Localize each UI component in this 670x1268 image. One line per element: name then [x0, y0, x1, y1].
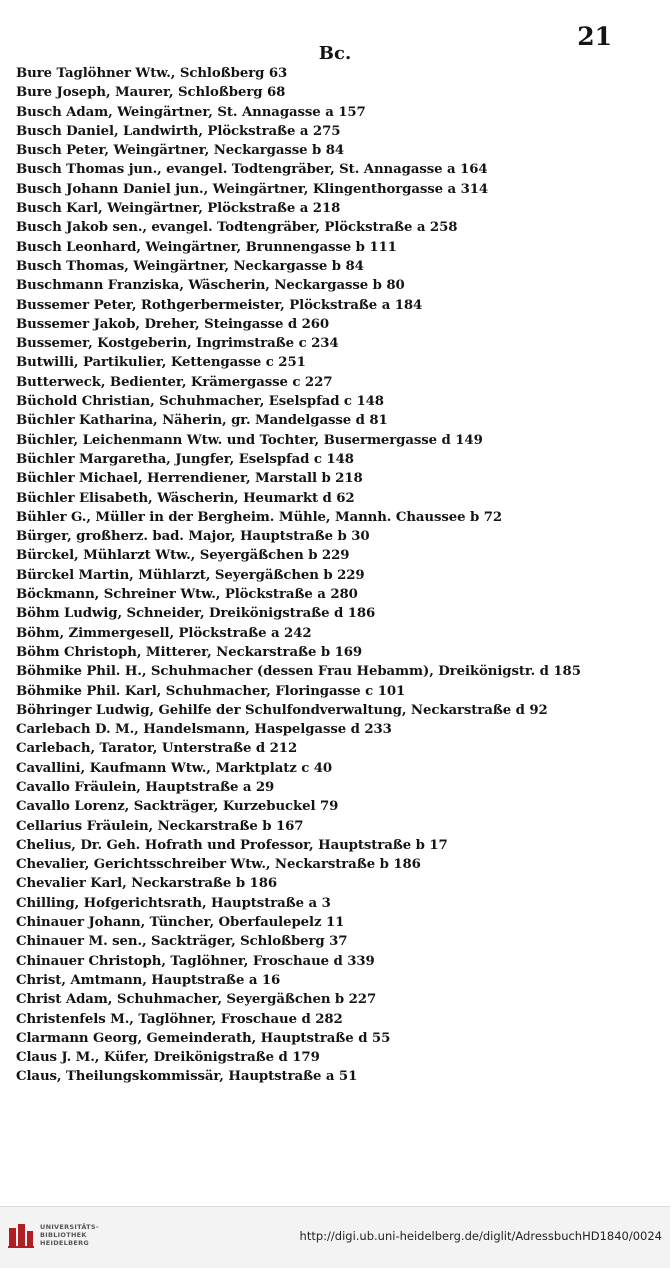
directory-entry: Büchler, Leichenmann Wtw. und Tochter, Busermergasse d 149	[16, 432, 483, 448]
directory-entry: Busch Daniel, Landwirth, Plöckstraße a 275	[16, 123, 341, 139]
directory-entry: Butwilli, Partikulier, Kettengasse c 251	[16, 355, 306, 371]
directory-entry: Bürckel Martin, Mühlarzt, Seyergäßchen b 229	[16, 567, 365, 583]
directory-entry: Busch Peter, Weingärtner, Neckargasse b 84	[16, 143, 345, 159]
directory-entry: Chilling, Hofgerichtsrath, Hauptstraße a 3	[16, 895, 331, 911]
directory-entry: Butterweck, Bedienter, Krämergasse c 227	[16, 374, 333, 390]
directory-entry: Busch Karl, Weingärtner, Plöckstraße a 218	[16, 201, 341, 217]
directory-entry: Christenfels M., Taglöhner, Froschaue d 282	[16, 1011, 343, 1027]
directory-entry: Chinauer Christoph, Taglöhner, Froschaue d 339	[16, 953, 375, 969]
directory-entry: Carlebach, Tarator, Unterstraße d 212	[16, 741, 298, 757]
directory-entries	[16, 64, 661, 1087]
directory-entry: Carlebach D. M., Handelsmann, Haspelgasse d 233	[16, 722, 392, 738]
directory-entry: Bussemer Peter, Rothgerbermeister, Plöckstraße a 184	[16, 297, 423, 313]
directory-entry: Cellarius Fräulein, Neckarstraße b 167	[16, 818, 304, 834]
library-logo-text	[40, 1223, 99, 1247]
directory-entry: Böhm Christoph, Mitterer, Neckarstraße b 169	[16, 644, 363, 660]
directory-entry: Buschmann Franziska, Wäscherin, Neckargasse b 80	[16, 278, 405, 294]
directory-entry: Böhmike Phil. H., Schuhmacher (dessen Frau Hebamm), Dreikönigstr. d 185	[16, 664, 581, 680]
directory-entry: Christ, Amtmann, Hauptstraße a 16	[16, 972, 281, 988]
library-logo-icon	[8, 1222, 34, 1248]
directory-entry: Busch Thomas, Weingärtner, Neckargasse b 84	[16, 258, 364, 274]
directory-entry: Böckmann, Schreiner Wtw., Plöckstraße a 280	[16, 587, 358, 603]
section-header: Bc.	[318, 43, 352, 64]
directory-entry: Bürger, großherz. bad. Major, Hauptstraße b 30	[16, 529, 370, 545]
directory-entry: Chelius, Dr. Geh. Hofrath und Professor, Hauptstraße b 17	[16, 837, 448, 853]
directory-entry: Cavallini, Kaufmann Wtw., Marktplatz c 40	[16, 760, 333, 776]
directory-entry: Böhmike Phil. Karl, Schuhmacher, Floringasse c 101	[16, 683, 406, 699]
directory-entry: Cavallo Fräulein, Hauptstraße a 29	[16, 779, 275, 795]
source-url-link[interactable]: http://digi.ub.uni-heidelberg.de/diglit/AdressbuchHD1840/0024	[299, 1229, 662, 1243]
directory-entry: Claus, Theilungskommissär, Hauptstraße a 51	[16, 1069, 358, 1085]
directory-entry: Bussemer, Kostgeberin, Ingrimstraße c 234	[16, 336, 339, 352]
directory-entry: Busch Thomas jun., evangel. Todtengräber, St. Annagasse a 164	[16, 162, 488, 178]
directory-entry: Chinauer Johann, Tüncher, Oberfaulepelz 11	[16, 915, 345, 931]
directory-entry: Bühler G., Müller in der Bergheim. Mühle, Mannh. Chaussee b 72	[16, 509, 503, 525]
directory-entry: Büchold Christian, Schuhmacher, Eselspfad c 148	[16, 394, 384, 410]
directory-entry: Bure Taglöhner Wtw., Schloßberg 63	[16, 66, 288, 81]
footer-bar	[0, 1206, 670, 1268]
directory-entry: Christ Adam, Schuhmacher, Seyergäßchen b 227	[16, 992, 377, 1008]
directory-entry: Bürckel, Mühlarzt Wtw., Seyergäßchen b 229	[16, 548, 350, 564]
directory-entry: Clarmann Georg, Gemeinderath, Hauptstraße d 55	[16, 1030, 391, 1046]
directory-entry: Büchler Katharina, Näherin, gr. Mandelgasse d 81	[16, 413, 388, 429]
directory-entry: Büchler Margaretha, Jungfer, Eselspfad c 148	[16, 451, 354, 467]
logo-line-3: HEIDELBERG	[40, 1239, 90, 1247]
directory-entry: Böhm Ludwig, Schneider, Dreikönigstraße d 186	[16, 606, 376, 622]
directory-entry: Cavallo Lorenz, Sackträger, Kurzebuckel 79	[16, 799, 339, 815]
directory-entry: Busch Leonhard, Weingärtner, Brunnengasse b 111	[16, 239, 397, 255]
directory-entry: Bure Joseph, Maurer, Schloßberg 68	[16, 85, 286, 101]
directory-entry: Chinauer M. sen., Sackträger, Schloßberg 37	[16, 934, 348, 950]
logo-line-1: UNIVERSITÄTS-	[40, 1223, 99, 1231]
directory-entry: Böhringer Ludwig, Gehilfe der Schulfondverwaltung, Neckarstraße d 92	[16, 702, 548, 718]
directory-entry: Busch Adam, Weingärtner, St. Annagasse a 157	[16, 104, 366, 120]
directory-entry: Büchler Michael, Herrendiener, Marstall b 218	[16, 471, 363, 487]
logo-line-2: BIBLIOTHEK	[40, 1231, 87, 1239]
page-number: 21	[577, 22, 612, 51]
directory-entry: Chevalier, Gerichtsschreiber Wtw., Neckarstraße b 186	[16, 857, 421, 873]
directory-entry: Chevalier Karl, Neckarstraße b 186	[16, 876, 278, 892]
directory-entry: Böhm, Zimmergesell, Plöckstraße a 242	[16, 625, 312, 641]
directory-entry: Claus J. M., Küfer, Dreikönigstraße d 179	[16, 1050, 320, 1066]
directory-entry: Bussemer Jakob, Dreher, Steingasse d 260	[16, 316, 330, 332]
library-logo[interactable]	[8, 1222, 99, 1248]
directory-entry: Busch Johann Daniel jun., Weingärtner, Klingenthorgasse a 314	[16, 181, 489, 197]
directory-entry: Büchler Elisabeth, Wäscherin, Heumarkt d 62	[16, 490, 355, 506]
directory-entry: Busch Jakob sen., evangel. Todtengräber, Plöckstraße a 258	[16, 220, 458, 236]
